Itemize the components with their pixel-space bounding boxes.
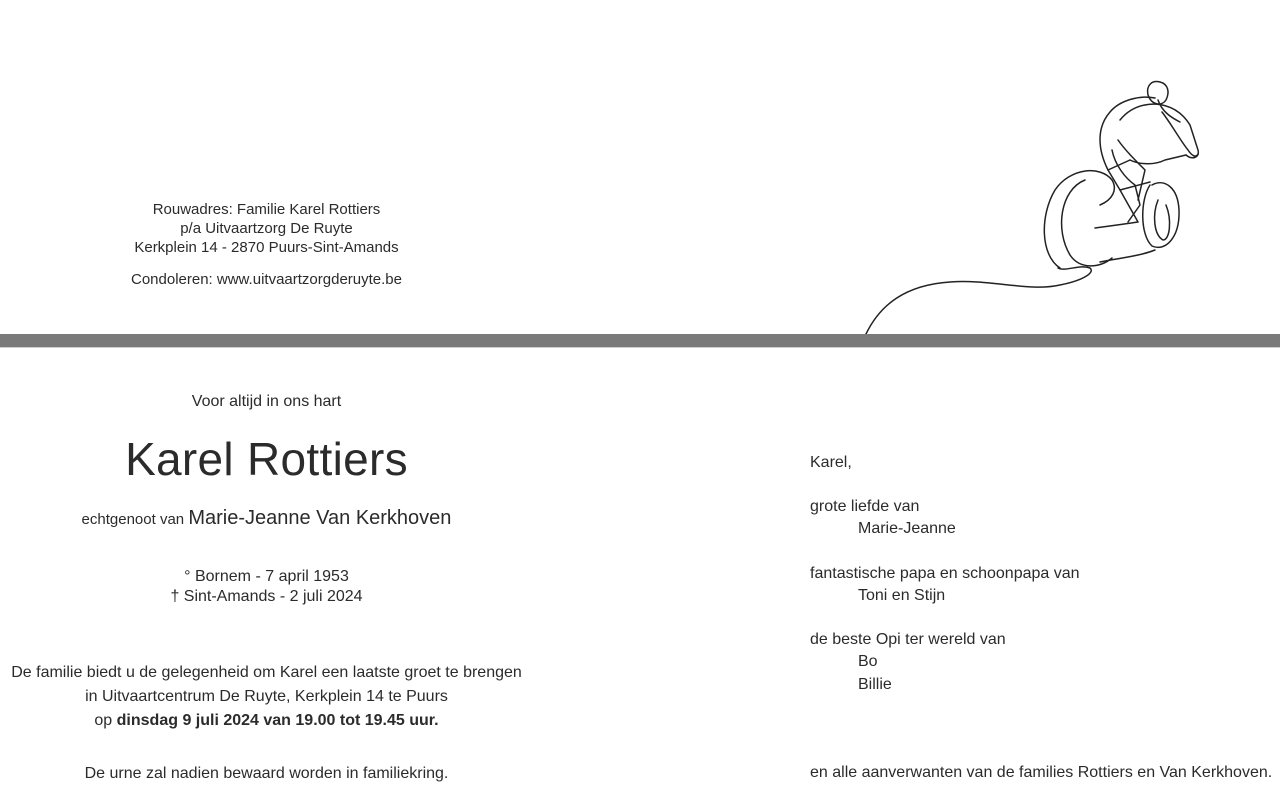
urn-notice: De urne zal nadien bewaard worden in familiekring.	[84, 765, 449, 782]
tagline: Voor altijd in ons hart	[191, 393, 342, 410]
visitation-line-2: in Uitvaartcentrum De Ruyte, Kerkplein 14 te Puurs	[85, 688, 448, 705]
visitation-datetime: dinsdag 9 juli 2024 van 19.00 tot 19.45 uur.	[116, 712, 439, 729]
grandchild-1: Bo	[858, 653, 878, 670]
visitation-line-3-prefix: op	[94, 712, 113, 729]
papa-names: Toni en Stijn	[858, 587, 946, 604]
spouse-line	[0, 507, 533, 530]
section-divider	[0, 334, 1280, 348]
spouse-prefix: echtgenoot van	[81, 511, 185, 528]
opi-label: de beste Opi ter wereld van	[810, 631, 1006, 648]
birth-date: ° Bornem - 7 april 1953	[184, 568, 349, 585]
papa-label: fantastische papa en schoonpapa van	[810, 565, 1080, 582]
spouse-name: Marie-Jeanne Van Kerkhoven	[188, 507, 452, 529]
death-date: † Sint-Amands - 2 juli 2024	[170, 588, 363, 605]
visitation-line-1: De familie biedt u de gelegenheid om Karel een laatste groet te brengen	[11, 664, 522, 681]
closing-line: en alle aanverwanten van de families Rottiers en Van Kerkhoven.	[810, 764, 1273, 781]
condolences-line: Condoleren: www.uitvaartzorgderuyte.be	[131, 271, 402, 288]
address-line-1: Rouwadres: Familie Karel Rottiers	[152, 201, 381, 218]
grandchild-2: Billie	[858, 676, 892, 693]
visitation-line-3	[0, 709, 533, 733]
address-line-2: p/a Uitvaartzorg De Ruyte	[180, 220, 353, 237]
cyclist-line-drawing-icon	[850, 70, 1220, 340]
address-line-3: Kerkplein 14 - 2870 Puurs-Sint-Amands	[134, 239, 399, 256]
visitation-notice	[0, 661, 533, 733]
love-name: Marie-Jeanne	[858, 520, 956, 537]
salutation: Karel,	[810, 454, 852, 471]
life-dates	[0, 567, 533, 607]
mourning-address	[0, 200, 533, 257]
love-label: grote liefde van	[810, 498, 920, 515]
deceased-name: Karel Rottiers	[125, 433, 408, 485]
